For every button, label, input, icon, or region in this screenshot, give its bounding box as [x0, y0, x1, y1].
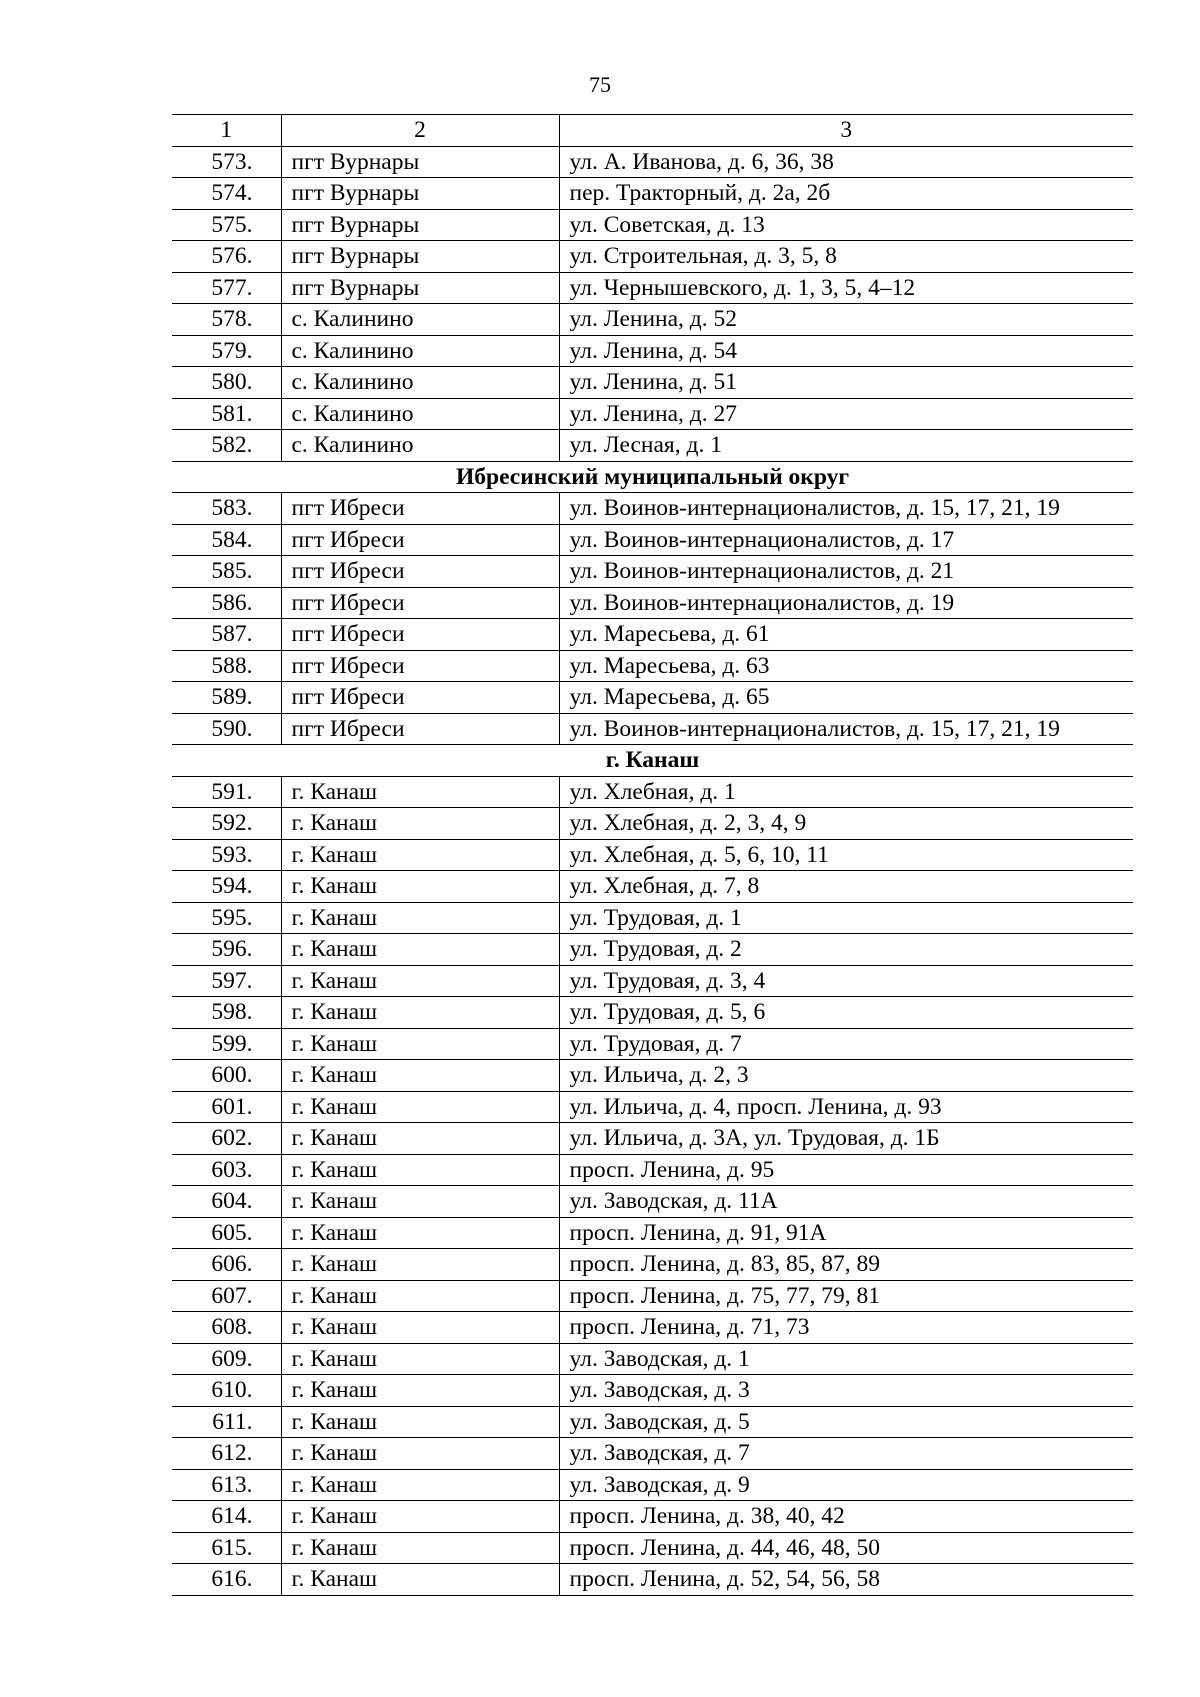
address-cell: ул. Воинов-интернационалистов, д. 15, 17, 21, 19 — [559, 493, 1133, 525]
address-cell: ул. Хлебная, д. 5, 6, 10, 11 — [559, 839, 1133, 871]
locality-cell: г. Канаш — [281, 1438, 559, 1470]
row-number-cell: 606. — [172, 1249, 281, 1281]
row-number-cell: 584. — [172, 524, 281, 556]
row-number-cell: 614. — [172, 1501, 281, 1533]
table-row — [172, 1501, 1133, 1533]
table-row — [172, 335, 1133, 367]
table-row — [172, 871, 1133, 903]
table-row — [172, 934, 1133, 966]
address-cell: ул. Маресьева, д. 65 — [559, 682, 1133, 714]
address-cell: ул. Трудовая, д. 7 — [559, 1028, 1133, 1060]
row-number-cell: 594. — [172, 871, 281, 903]
table-row — [172, 619, 1133, 651]
address-cell: ул. Трудовая, д. 5, 6 — [559, 997, 1133, 1029]
row-number-cell: 575. — [172, 209, 281, 241]
row-number-cell: 601. — [172, 1091, 281, 1123]
table-row — [172, 839, 1133, 871]
section-header-row — [172, 745, 1133, 777]
table-row — [172, 776, 1133, 808]
address-cell: ул. Ильича, д. 2, 3 — [559, 1060, 1133, 1092]
table-row — [172, 902, 1133, 934]
address-cell: пер. Тракторный, д. 2а, 2б — [559, 178, 1133, 210]
locality-cell: г. Канаш — [281, 1406, 559, 1438]
locality-cell: г. Канаш — [281, 1123, 559, 1155]
address-cell: просп. Ленина, д. 38, 40, 42 — [559, 1501, 1133, 1533]
locality-cell: г. Канаш — [281, 965, 559, 997]
row-number-cell: 610. — [172, 1375, 281, 1407]
address-cell: просп. Ленина, д. 71, 73 — [559, 1312, 1133, 1344]
address-cell: ул. Маресьева, д. 61 — [559, 619, 1133, 651]
header-cell-1: 1 — [172, 115, 281, 147]
locality-cell: г. Канаш — [281, 1501, 559, 1533]
row-number-cell: 583. — [172, 493, 281, 525]
locality-cell: г. Канаш — [281, 934, 559, 966]
locality-cell: г. Канаш — [281, 1343, 559, 1375]
locality-cell: пгт Ибреси — [281, 556, 559, 588]
row-number-cell: 593. — [172, 839, 281, 871]
table-row — [172, 241, 1133, 273]
locality-cell: г. Канаш — [281, 1217, 559, 1249]
table-row — [172, 1028, 1133, 1060]
table-row — [172, 430, 1133, 462]
locality-cell: г. Канаш — [281, 1375, 559, 1407]
address-cell: ул. Воинов-интернационалистов, д. 19 — [559, 587, 1133, 619]
row-number-cell: 578. — [172, 304, 281, 336]
table-row — [172, 1249, 1133, 1281]
locality-cell: пгт Вурнары — [281, 178, 559, 210]
locality-cell: с. Калинино — [281, 304, 559, 336]
table-row — [172, 272, 1133, 304]
locality-cell: пгт Ибреси — [281, 682, 559, 714]
row-number-cell: 588. — [172, 650, 281, 682]
address-cell: просп. Ленина, д. 75, 77, 79, 81 — [559, 1280, 1133, 1312]
address-cell: ул. Заводская, д. 3 — [559, 1375, 1133, 1407]
table-row — [172, 587, 1133, 619]
address-cell: ул. Заводская, д. 11А — [559, 1186, 1133, 1218]
address-cell: ул. Чернышевского, д. 1, 3, 5, 4–12 — [559, 272, 1133, 304]
table-row — [172, 1280, 1133, 1312]
row-number-cell: 577. — [172, 272, 281, 304]
table-row — [172, 808, 1133, 840]
address-cell: ул. Заводская, д. 9 — [559, 1469, 1133, 1501]
table-row — [172, 1532, 1133, 1564]
table-row — [172, 1406, 1133, 1438]
row-number-cell: 581. — [172, 398, 281, 430]
row-number-cell: 612. — [172, 1438, 281, 1470]
row-number-cell: 605. — [172, 1217, 281, 1249]
table-row — [172, 682, 1133, 714]
locality-cell: г. Канаш — [281, 808, 559, 840]
row-number-cell: 609. — [172, 1343, 281, 1375]
address-cell: ул. Воинов-интернационалистов, д. 17 — [559, 524, 1133, 556]
table-row — [172, 1091, 1133, 1123]
section-header-row — [172, 461, 1133, 493]
locality-cell: с. Калинино — [281, 398, 559, 430]
row-number-cell: 613. — [172, 1469, 281, 1501]
table-row — [172, 146, 1133, 178]
row-number-cell: 582. — [172, 430, 281, 462]
row-number-cell: 600. — [172, 1060, 281, 1092]
row-number-cell: 616. — [172, 1564, 281, 1596]
address-cell: ул. Трудовая, д. 1 — [559, 902, 1133, 934]
address-cell: ул. Маресьева, д. 63 — [559, 650, 1133, 682]
row-number-cell: 579. — [172, 335, 281, 367]
section-title: Ибресинский муниципальный округ — [172, 461, 1133, 493]
row-number-cell: 608. — [172, 1312, 281, 1344]
locality-cell: пгт Ибреси — [281, 713, 559, 745]
address-cell: ул. Заводская, д. 7 — [559, 1438, 1133, 1470]
locality-cell: пгт Вурнары — [281, 241, 559, 273]
locality-cell: пгт Ибреси — [281, 650, 559, 682]
table-row — [172, 650, 1133, 682]
table-row — [172, 524, 1133, 556]
row-number-cell: 592. — [172, 808, 281, 840]
table-header-row — [172, 115, 1133, 147]
address-cell: ул. Заводская, д. 1 — [559, 1343, 1133, 1375]
row-number-cell: 611. — [172, 1406, 281, 1438]
row-number-cell: 587. — [172, 619, 281, 651]
address-cell: ул. Хлебная, д. 1 — [559, 776, 1133, 808]
row-number-cell: 585. — [172, 556, 281, 588]
row-number-cell: 586. — [172, 587, 281, 619]
table-row — [172, 1154, 1133, 1186]
row-number-cell: 574. — [172, 178, 281, 210]
address-table — [172, 114, 1133, 1596]
row-number-cell: 607. — [172, 1280, 281, 1312]
locality-cell: г. Канаш — [281, 1028, 559, 1060]
section-title: г. Канаш — [172, 745, 1133, 777]
address-cell: просп. Ленина, д. 95 — [559, 1154, 1133, 1186]
table-row — [172, 1060, 1133, 1092]
row-number-cell: 589. — [172, 682, 281, 714]
page-number: 75 — [589, 72, 611, 97]
row-number-cell: 596. — [172, 934, 281, 966]
table-row — [172, 556, 1133, 588]
row-number-cell: 598. — [172, 997, 281, 1029]
table-row — [172, 1186, 1133, 1218]
locality-cell: с. Калинино — [281, 335, 559, 367]
locality-cell: с. Калинино — [281, 367, 559, 399]
table-row — [172, 1438, 1133, 1470]
row-number-cell: 595. — [172, 902, 281, 934]
table-row — [172, 1217, 1133, 1249]
locality-cell: пгт Ибреси — [281, 587, 559, 619]
address-cell: просп. Ленина, д. 91, 91А — [559, 1217, 1133, 1249]
table-row — [172, 1375, 1133, 1407]
row-number-cell: 591. — [172, 776, 281, 808]
row-number-cell: 603. — [172, 1154, 281, 1186]
locality-cell: пгт Вурнары — [281, 209, 559, 241]
table-row — [172, 209, 1133, 241]
row-number-cell: 615. — [172, 1532, 281, 1564]
locality-cell: г. Канаш — [281, 1312, 559, 1344]
address-cell: ул. Ильича, д. 3А, ул. Трудовая, д. 1Б — [559, 1123, 1133, 1155]
table-row — [172, 1312, 1133, 1344]
address-cell: ул. Хлебная, д. 2, 3, 4, 9 — [559, 808, 1133, 840]
row-number-cell: 580. — [172, 367, 281, 399]
table-row — [172, 493, 1133, 525]
locality-cell: г. Канаш — [281, 1091, 559, 1123]
table-row — [172, 1469, 1133, 1501]
table-row — [172, 713, 1133, 745]
table-body — [172, 115, 1133, 1596]
locality-cell: г. Канаш — [281, 1564, 559, 1596]
row-number-cell: 576. — [172, 241, 281, 273]
row-number-cell: 602. — [172, 1123, 281, 1155]
locality-cell: пгт Вурнары — [281, 146, 559, 178]
address-cell: ул. Воинов-интернационалистов, д. 15, 17, 21, 19 — [559, 713, 1133, 745]
locality-cell: г. Канаш — [281, 1249, 559, 1281]
table-row — [172, 367, 1133, 399]
locality-cell: г. Канаш — [281, 1060, 559, 1092]
locality-cell: с. Калинино — [281, 430, 559, 462]
table-row — [172, 304, 1133, 336]
locality-cell: г. Канаш — [281, 997, 559, 1029]
row-number-cell: 573. — [172, 146, 281, 178]
address-cell: просп. Ленина, д. 44, 46, 48, 50 — [559, 1532, 1133, 1564]
header-cell-2: 2 — [281, 115, 559, 147]
locality-cell: г. Канаш — [281, 1186, 559, 1218]
locality-cell: г. Канаш — [281, 1154, 559, 1186]
row-number-cell: 590. — [172, 713, 281, 745]
locality-cell: пгт Ибреси — [281, 524, 559, 556]
table-row — [172, 178, 1133, 210]
locality-cell: г. Канаш — [281, 776, 559, 808]
address-cell: ул. Советская, д. 13 — [559, 209, 1133, 241]
address-cell: ул. Трудовая, д. 2 — [559, 934, 1133, 966]
address-cell: ул. Ленина, д. 51 — [559, 367, 1133, 399]
locality-cell: г. Канаш — [281, 1532, 559, 1564]
table-row — [172, 398, 1133, 430]
locality-cell: пгт Ибреси — [281, 619, 559, 651]
locality-cell: г. Канаш — [281, 902, 559, 934]
header-cell-3: 3 — [559, 115, 1133, 147]
table-row — [172, 1564, 1133, 1596]
address-cell: ул. Ильича, д. 4, просп. Ленина, д. 93 — [559, 1091, 1133, 1123]
locality-cell: пгт Ибреси — [281, 493, 559, 525]
address-cell: просп. Ленина, д. 52, 54, 56, 58 — [559, 1564, 1133, 1596]
locality-cell: г. Канаш — [281, 1280, 559, 1312]
locality-cell: г. Канаш — [281, 871, 559, 903]
table-row — [172, 1123, 1133, 1155]
address-cell: ул. Лесная, д. 1 — [559, 430, 1133, 462]
address-cell: ул. Трудовая, д. 3, 4 — [559, 965, 1133, 997]
table-row — [172, 997, 1133, 1029]
table-row — [172, 965, 1133, 997]
address-cell: ул. Воинов-интернационалистов, д. 21 — [559, 556, 1133, 588]
address-cell: просп. Ленина, д. 83, 85, 87, 89 — [559, 1249, 1133, 1281]
row-number-cell: 597. — [172, 965, 281, 997]
locality-cell: г. Канаш — [281, 1469, 559, 1501]
address-cell: ул. Ленина, д. 52 — [559, 304, 1133, 336]
row-number-cell: 604. — [172, 1186, 281, 1218]
table-row — [172, 1343, 1133, 1375]
address-cell: ул. Строительная, д. 3, 5, 8 — [559, 241, 1133, 273]
address-cell: ул. Ленина, д. 54 — [559, 335, 1133, 367]
address-cell: ул. Ленина, д. 27 — [559, 398, 1133, 430]
locality-cell: пгт Вурнары — [281, 272, 559, 304]
address-cell: ул. Заводская, д. 5 — [559, 1406, 1133, 1438]
row-number-cell: 599. — [172, 1028, 281, 1060]
locality-cell: г. Канаш — [281, 839, 559, 871]
address-cell: ул. А. Иванова, д. 6, 36, 38 — [559, 146, 1133, 178]
address-cell: ул. Хлебная, д. 7, 8 — [559, 871, 1133, 903]
